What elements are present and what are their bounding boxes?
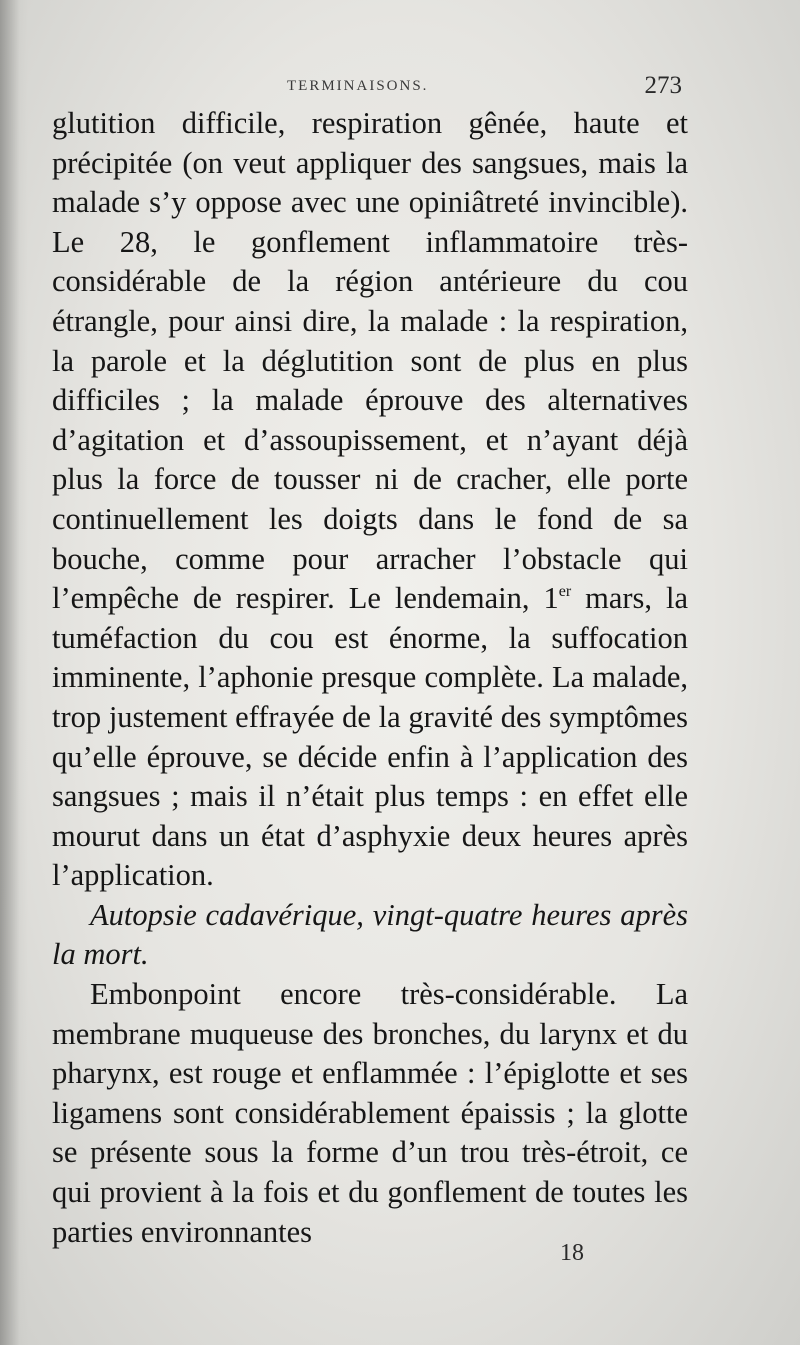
binding-shadow (0, 0, 28, 1345)
paragraph-case-narrative (52, 104, 688, 896)
paragraph-text-part: mars, la tuméfaction du cou est énorme, la suffocation imminente, l’aphonie presque complète. La malade, trop justement effrayée de la gravité des symptômes qu’elle éprouve, se décide enfin à l’application des sangsues ; mais il n’était plus temps : en effet elle mourut dans un état d’asphyxie deux heures après l’application. (52, 581, 688, 893)
paragraph-autopsy: Embonpoint encore très-considérable. La membrane muqueuse des bronches, du larynx et du pharynx, est rouge et enflammée : l’épiglotte et ses ligamens sont considérablement épaissis ; la glotte se présente sous la forme d’un trou très-étroit, ce qui provient à la fois et du gonflement de toutes les parties environnantes (52, 977, 688, 1249)
page-header (52, 72, 682, 102)
body-text (52, 104, 688, 1252)
page-number: 273 (644, 72, 682, 99)
ordinal-superscript: er (558, 583, 572, 601)
signature-mark: 18 (560, 1240, 584, 1266)
section-heading-autopsy: Autopsie cadavérique, vingt-quatre heures après la mort. (52, 897, 688, 972)
paragraph-text-part: glutition difficile, respiration gênée, haute et précipitée (on veut appliquer des sangsues, mais la malade s’y oppose avec une opiniâtreté invincible). Le 28, le gonflement inflammatoire très-considérable de la région antérieure du cou étrangle, pour ainsi dire, la malade : la respiration, la parole et la déglutition sont de plus en plus difficiles ; la malade éprouve des alternatives d’agitation et d’assoupissement, et n’ayant déjà plus la force de tousser ni de cracher, elle porte continuellement les doigts dans le fond de sa bouche, comme pour arracher l’obstacle qui l’empêche de respirer. Le lendemain, 1 (52, 106, 688, 616)
running-head: TERMINAISONS. (287, 78, 429, 94)
